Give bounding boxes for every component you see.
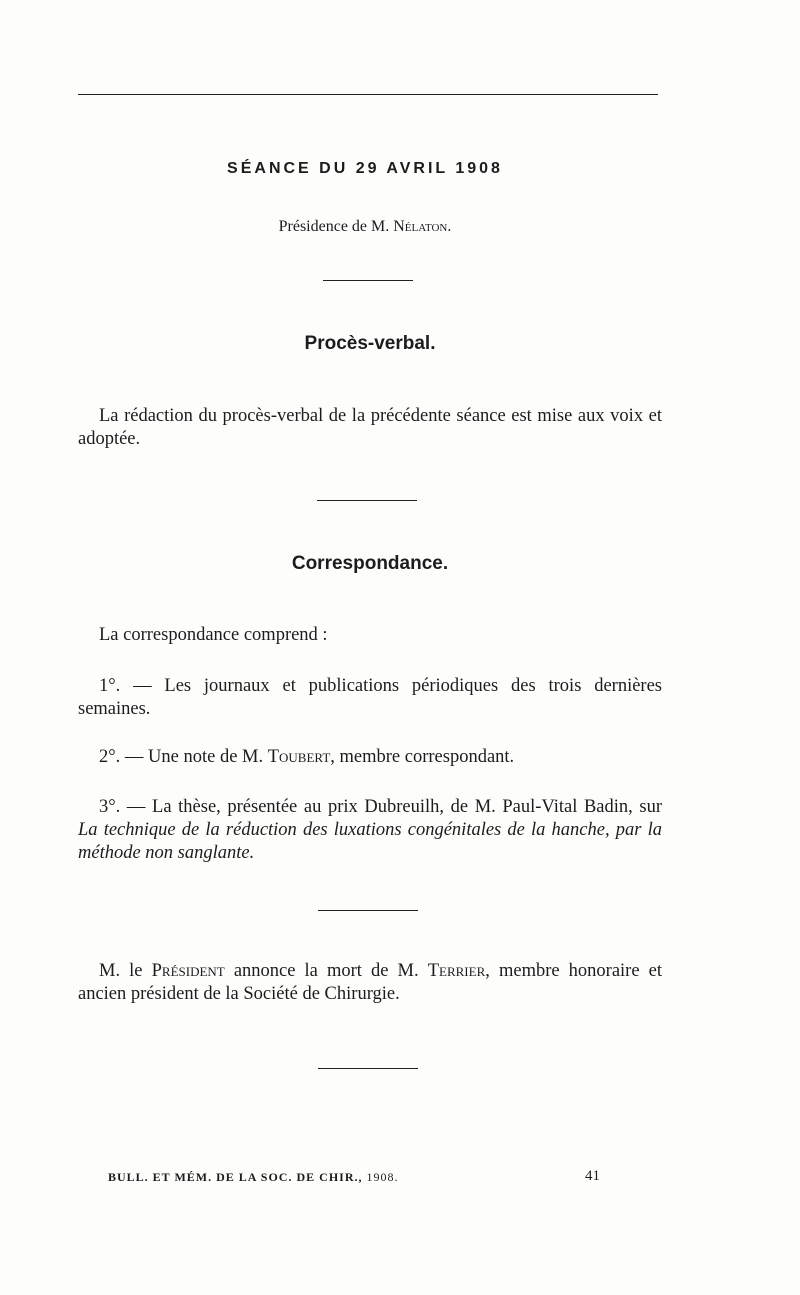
correspondance-intro-text: La correspondance comprend : (99, 625, 328, 645)
correspondance-item-1 (78, 675, 662, 721)
annonce-president: Président (151, 961, 225, 981)
item-3-title: La technique de la réduction des luxations congénitales de la hanche, par la méthode non sanglante. (78, 820, 662, 863)
proces-verbal-title: Procès-verbal. (304, 333, 436, 354)
presidence-line (0, 218, 730, 236)
president-name: Nélaton (393, 218, 448, 235)
top-rule (78, 94, 658, 95)
footer-year: 1908. (366, 1170, 399, 1184)
presidence-suffix: . (447, 218, 452, 235)
item-3-prefix: 3°. — La thèse, présentée au prix Dubreuilh, de M. Paul-Vital Badin, sur (99, 797, 662, 817)
section-divider (318, 1068, 418, 1069)
page-number: 41 (585, 1168, 600, 1184)
footer-journal (108, 1170, 398, 1185)
proces-verbal-paragraph (78, 405, 662, 451)
presidence-prefix: Présidence de M. (278, 218, 394, 235)
proces-verbal-text: La rédaction du procès-verbal de la précédente séance est mise aux voix et adoptée. (78, 406, 662, 449)
correspondance-item-2 (78, 746, 662, 769)
annonce-prefix: M. le (99, 961, 152, 981)
section-divider (318, 910, 418, 911)
correspondance-item-3 (78, 796, 662, 865)
annonce-paragraph (78, 960, 662, 1006)
correspondance-intro (78, 624, 662, 647)
seance-title: SÉANCE DU 29 AVRIL 1908 (227, 160, 503, 177)
correspondance-title: Correspondance. (291, 553, 449, 574)
item-2-suffix: , membre correspondant. (330, 747, 515, 767)
item-2-prefix: 2°. — Une note de M. (99, 747, 268, 767)
item-1-text: 1°. — Les journaux et publications périodiques des trois dernières semaines. (78, 676, 662, 719)
item-2-name: Toubert (267, 747, 331, 767)
section-divider (323, 280, 413, 281)
footer-journal-name: BULL. ET MÉM. DE LA SOC. DE CHIR., (108, 1170, 363, 1184)
annonce-suffix: , membre honoraire et ancien président de la Société de Chirurgie. (78, 961, 662, 1004)
annonce-name: Terrier (427, 961, 486, 981)
section-divider (317, 500, 417, 501)
annonce-middle: annonce la mort de M. (224, 961, 428, 981)
